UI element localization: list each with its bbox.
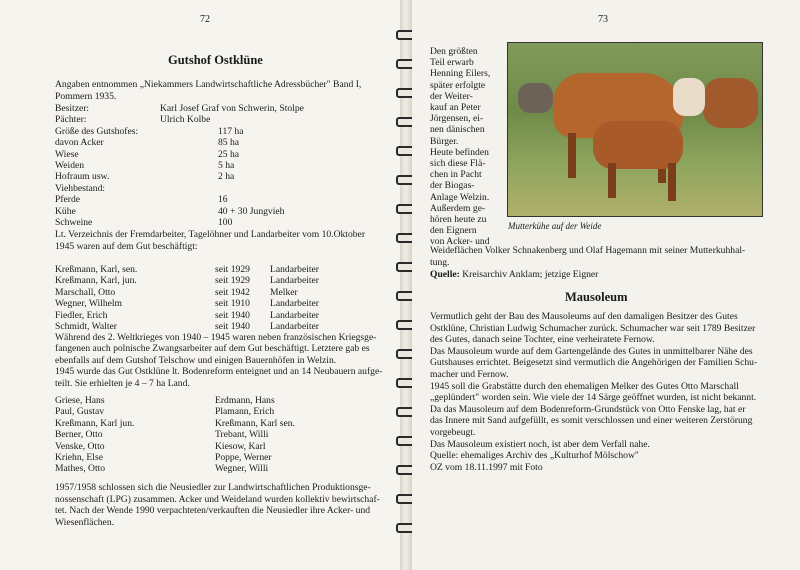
fact-label: Weiden xyxy=(55,160,85,171)
fact-value: 100 xyxy=(218,217,233,228)
fact-value: Ulrich Kolbe xyxy=(160,114,211,126)
side-text-line: hören heute zu xyxy=(430,214,487,225)
settler-name: Kreßmann, Karl jun. xyxy=(55,417,135,429)
side-text-line: der Biogas- xyxy=(430,180,475,192)
war-line: teilt. Sie erhielten je 4 – 7 ha Land. xyxy=(55,377,190,389)
mausoleum-line: Da das Mausoleum auf dem Bodenreform-Grundstück von Otto Fenske lag, hat er xyxy=(430,403,746,415)
mausoleum-line: vorgebeugt. xyxy=(430,427,476,438)
background-cow xyxy=(518,83,553,113)
worker-name: Kreßmann, Karl, sen. xyxy=(55,264,138,275)
closing-line: nossenschaft (LPG) zusammen. Acker und Weideland wurden kollektiv bewirtschaf- xyxy=(55,493,380,505)
worker-since: seit 1940 xyxy=(215,309,250,321)
worker-since: seit 1940 xyxy=(215,321,250,332)
war-line: 1945 wurde das Gut Ostklüne lt. Bodenreform enteignet und an 14 Neubauern aufge- xyxy=(55,366,383,378)
cattle-photo xyxy=(507,42,763,217)
closing-line: Wiesenflächen. xyxy=(55,516,115,528)
fact-value: 117 ha xyxy=(218,125,244,137)
worker-role: Landarbeiter xyxy=(270,309,320,321)
side-text-line: Teil erwarb xyxy=(430,57,474,69)
war-line: ebenfalls auf dem Gutshof Telschow und einigen Bauernhöfen in Welzin. xyxy=(55,354,337,366)
settler-name: Plamann, Erich xyxy=(215,406,275,418)
settler-name: Kriehn, Else xyxy=(55,452,103,463)
page-title-gutshof: Gutshof Ostklüne xyxy=(168,53,263,67)
settler-name: Venske, Otto xyxy=(55,440,105,452)
fact-label: Pferde xyxy=(55,194,81,206)
mausoleum-line: 1945 soll die Grabstätte durch den ehemaligen Melker des Gutes Otto Marschall xyxy=(430,380,739,392)
worker-since: seit 1942 xyxy=(215,286,250,298)
side-text-line: Henning Eilers, xyxy=(430,68,491,80)
fact-label: Pächter: xyxy=(55,114,87,126)
fact-label: Größe des Gutshofes: xyxy=(55,125,139,137)
background-cow xyxy=(703,78,758,128)
mausoleum-line: OZ vom 18.11.1997 mit Foto xyxy=(430,461,543,473)
fact-label: Hofraum usw. xyxy=(55,171,110,183)
side-text-line: kauf an Peter xyxy=(430,102,481,113)
page-number-right: 73 xyxy=(598,14,608,25)
worker-since: seit 1929 xyxy=(215,264,250,275)
fact-label: davon Acker xyxy=(55,137,104,149)
side-text-line: Jörgensen, ei- xyxy=(430,113,484,125)
mausoleum-title: Mausoleum xyxy=(565,290,628,304)
worker-name: Kreßmann, Karl, jun. xyxy=(55,275,137,287)
side-text-line: chen in Pacht xyxy=(430,169,482,181)
page-number-left: 72 xyxy=(200,14,210,25)
side-text-line: später erfolgte xyxy=(430,79,486,91)
worker-role: Landarbeiter xyxy=(270,275,320,287)
worker-name: Fiedler, Erich xyxy=(55,309,108,321)
cow-head xyxy=(673,78,705,116)
side-text-line: Heute befinden xyxy=(430,146,489,158)
side-text-line: der Weiter- xyxy=(430,90,473,102)
side-text-line: von Acker- und xyxy=(430,236,490,248)
side-text-line: sich diese Flä- xyxy=(430,158,486,169)
settler-name: Kreßmann, Karl sen. xyxy=(215,417,295,429)
settler-name: Poppe, Werner xyxy=(215,452,272,463)
settler-name: Griese, Hans xyxy=(55,395,105,406)
calf-leg xyxy=(668,163,676,201)
calf xyxy=(593,121,683,169)
closing-line: tet. Nach der Wende 1990 verpachteten/verkauften die Neusiedler ihre Acker- und xyxy=(55,505,371,517)
settler-name: Erdmann, Hans xyxy=(215,395,275,406)
side-text-line: Anlage Welzin. xyxy=(430,191,490,203)
mausoleum-line: des Gutes, danach seine Tochter, eine verheiratete Fernow. xyxy=(430,334,655,346)
intro-line: Pommern 1935. xyxy=(55,91,117,102)
side-text-line: Bürger. xyxy=(430,135,459,147)
settler-name: Trebant, Willi xyxy=(215,429,269,441)
worker-role: Landarbeiter xyxy=(270,321,320,332)
fact-label: Viehbestand: xyxy=(55,182,106,194)
fact-value: Karl Josef Graf von Schwerin, Stolpe xyxy=(160,103,304,114)
worker-name: Marschall, Otto xyxy=(55,286,116,298)
settler-name: Berner, Otto xyxy=(55,429,103,441)
fact-value: 5 ha xyxy=(218,160,235,171)
side-text-line: Den größten xyxy=(430,46,478,57)
worker-role: Melker xyxy=(270,286,298,298)
mausoleum-line: Gutshauses errichtet. Beigesetzt sind vermutlich die Angehörigen der Familien Schu- xyxy=(430,357,758,369)
mausoleum-line: Quelle: ehemaliges Archiv des „Kulturhof Mölschow" xyxy=(430,450,639,462)
worker-role: Landarbeiter xyxy=(270,264,320,275)
fact-label: Besitzer: xyxy=(55,103,90,114)
side-text-line: nen dänischen xyxy=(430,124,485,136)
worker-name: Schmidt, Walter xyxy=(55,321,117,332)
mausoleum-line: Ostklüne, Christian Ludwig Schumacher zurück. Schumacher war seit 1789 Besitzer xyxy=(430,322,756,334)
continued-text: tung. xyxy=(430,257,450,268)
war-line: Während des 2. Weltkrieges von 1940 – 1945 waren neben französischen Kriegsge- xyxy=(55,332,377,343)
workers-intro: 1945 waren auf dem Gut beschäftigt: xyxy=(55,241,198,252)
fact-label: Kühe xyxy=(55,205,76,217)
settler-name: Kiesow, Karl xyxy=(215,440,266,452)
mausoleum-line: Das Mausoleum wurde auf dem Gartengelände des Gutes in unmittelbarer Nähe des xyxy=(430,345,753,357)
war-line: fangenen auch polnische Zwangsarbeiter auf dem Gut beschäftigt. Letztere gab es xyxy=(55,343,370,355)
mausoleum-line: Das Mausoleum existiert noch, ist aber dem Verfall nahe. xyxy=(430,438,650,450)
workers-intro: Lt. Verzeichnis der Fremdarbeiter, Tagelöhner und Landarbeiter vom 10.Oktober xyxy=(55,229,366,240)
mausoleum-line: das Innere mit Sand aufgefüllt, es somit verschlossen und einer weiteren Zerstörung xyxy=(430,415,753,427)
cow-leg xyxy=(568,133,576,178)
settler-name: Wegner, Willi xyxy=(215,463,269,475)
side-text-line: den Eignern xyxy=(430,225,477,237)
source-text: Kreisarchiv Anklam; jetzige Eigner xyxy=(462,269,599,280)
source-line xyxy=(430,269,598,281)
mausoleum-line: Vermutlich geht der Bau des Mausoleums auf den damaligen Besitzer des Gutes xyxy=(430,311,738,322)
photo-caption: Mutterkühe auf der Weide xyxy=(508,221,602,231)
fact-value: 2 ha xyxy=(218,171,235,183)
worker-role: Landarbeiter xyxy=(270,298,320,310)
fact-value: 85 ha xyxy=(218,137,240,149)
side-text-line: Außerdem ge- xyxy=(430,202,486,214)
calf-leg xyxy=(608,163,616,198)
worker-since: seit 1910 xyxy=(215,298,250,310)
fact-value: 25 ha xyxy=(218,148,240,160)
worker-since: seit 1929 xyxy=(215,275,250,287)
closing-line: 1957/1958 schlossen sich die Neusiedler zur Landwirtschaftlichen Produktionsge- xyxy=(55,482,371,493)
fact-label: Schweine xyxy=(55,217,93,228)
intro-line: Angaben entnommen „Niekammers Landwirtschaftliche Adressbücher" Band I, xyxy=(55,79,362,90)
fact-value: 40 + 30 Jungvieh xyxy=(218,205,285,217)
mausoleum-line: „geplündert" worden sein. Wie viele der 14 Särge geöffnet wurden, ist nicht bekannt. xyxy=(430,392,757,404)
settler-name: Mathes, Otto xyxy=(55,463,106,475)
fact-label: Wiese xyxy=(55,148,79,160)
worker-name: Wegner, Wilhelm xyxy=(55,298,123,310)
mausoleum-line: macher und Fernow. xyxy=(430,369,509,380)
settler-name: Paul, Gustav xyxy=(55,406,105,418)
fact-value: 16 xyxy=(218,194,228,206)
continued-text: Weideflächen Volker Schnakenberg und Olaf Hagemann mit seiner Mutterkuhhal- xyxy=(430,245,746,256)
source-label: Quelle: xyxy=(430,269,460,280)
